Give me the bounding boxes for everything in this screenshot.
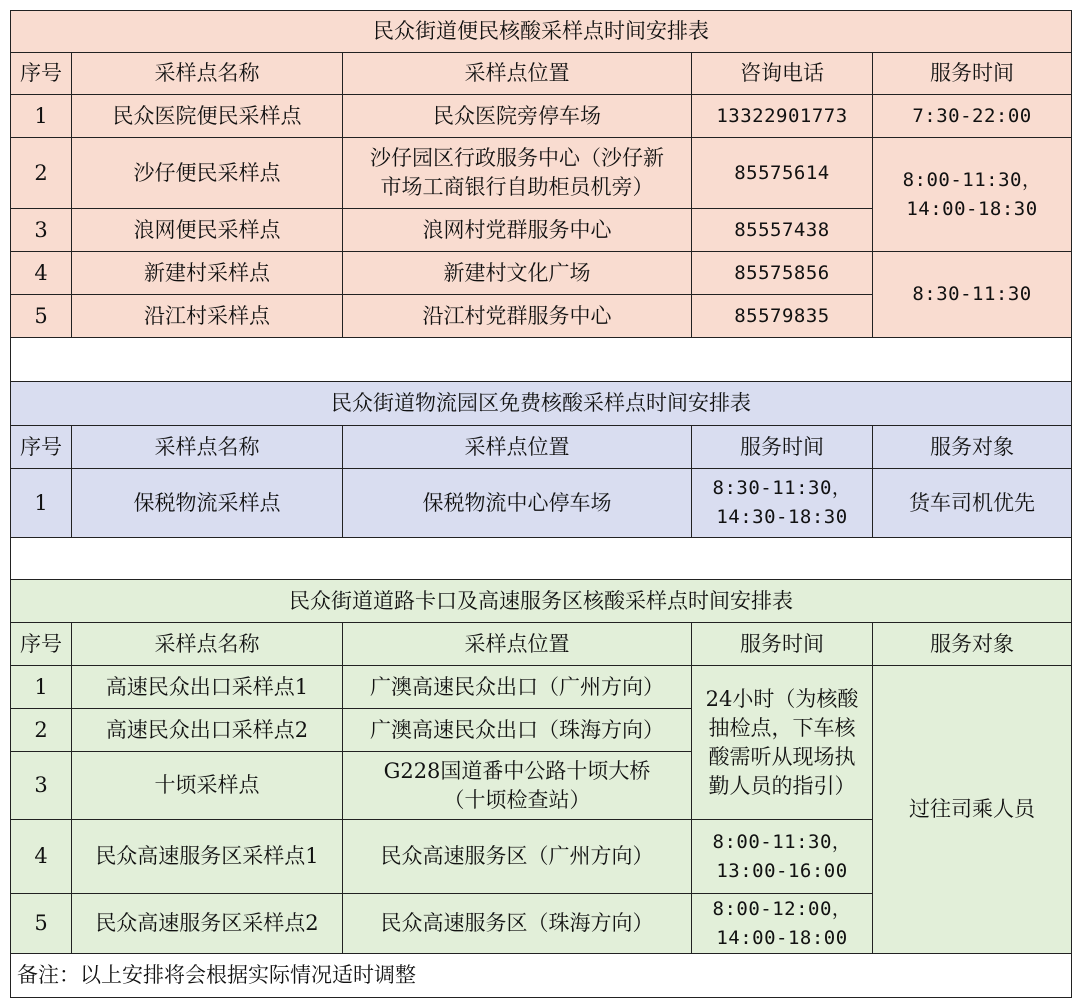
header-no: 序号	[11, 623, 72, 666]
table3-header-row	[11, 623, 1072, 666]
time-line: 14:30-18:30	[716, 506, 848, 528]
time-line: 酸需听从现场执	[708, 744, 856, 769]
row-no: 3	[11, 209, 72, 252]
row-location: 沿江村党群服务中心	[343, 295, 692, 338]
header-time: 服务时间	[692, 426, 873, 469]
table1-title-row	[11, 11, 1072, 53]
row-no: 4	[11, 820, 72, 894]
header-no: 序号	[11, 53, 72, 95]
row-target: 过往司乘人员	[873, 666, 1072, 954]
row-location	[343, 138, 692, 209]
table1-header-row	[11, 53, 1072, 95]
row-location: 浪网村党群服务中心	[343, 209, 692, 252]
header-target: 服务对象	[873, 623, 1072, 666]
header-time: 服务时间	[692, 623, 873, 666]
row-phone: 85575614	[692, 138, 873, 209]
spacer-row	[11, 338, 1072, 382]
time-line: 抽检点，下车核	[708, 715, 856, 740]
spacer	[11, 338, 1072, 382]
schedule-table	[10, 10, 1072, 998]
row-location: 广澳高速民众出口（广州方向）	[343, 666, 692, 709]
row-name: 民众高速服务区采样点1	[72, 820, 343, 894]
row-phone: 85557438	[692, 209, 873, 252]
row-location: 民众医院旁停车场	[343, 95, 692, 138]
row-time	[692, 894, 873, 954]
location-line: （十顷检查站）	[443, 787, 591, 812]
row-location: 新建村文化广场	[343, 252, 692, 295]
time-line: 13:00-16:00	[716, 859, 848, 882]
table1-title: 民众街道便民核酸采样点时间安排表	[11, 11, 1072, 53]
spacer	[11, 538, 1072, 580]
header-name: 采样点名称	[72, 426, 343, 469]
row-no: 1	[11, 666, 72, 709]
row-name: 浪网便民采样点	[72, 209, 343, 252]
table-row	[11, 138, 1072, 209]
table3-title: 民众街道道路卡口及高速服务区核酸采样点时间安排表	[11, 580, 1072, 623]
row-no: 2	[11, 709, 72, 752]
table-row	[11, 666, 1072, 709]
header-phone: 咨询电话	[692, 53, 873, 95]
row-no: 3	[11, 752, 72, 820]
row-time	[692, 666, 873, 820]
table-row	[11, 252, 1072, 295]
row-no: 1	[11, 95, 72, 138]
row-location: 民众高速服务区（珠海方向）	[343, 894, 692, 954]
row-name: 民众高速服务区采样点2	[72, 894, 343, 954]
row-name: 十顷采样点	[72, 752, 343, 820]
location-line: 市场工商银行自助柜员机旁）	[380, 175, 654, 199]
row-name: 沿江村采样点	[72, 295, 343, 338]
header-location: 采样点位置	[343, 53, 692, 95]
spacer-row	[11, 538, 1072, 580]
row-no: 1	[11, 469, 72, 538]
row-name: 高速民众出口采样点2	[72, 709, 343, 752]
row-time	[692, 469, 873, 538]
row-phone: 85575856	[692, 252, 873, 295]
row-no: 4	[11, 252, 72, 295]
time-line: 8:30-11:30，	[712, 477, 852, 499]
header-name: 采样点名称	[72, 623, 343, 666]
note-row	[11, 954, 1072, 998]
time-line: 8:00-11:30，	[712, 830, 852, 853]
row-time	[692, 820, 873, 894]
row-target: 货车司机优先	[873, 469, 1072, 538]
time-line: 24小时（为核酸	[705, 686, 859, 711]
header-target: 服务对象	[873, 426, 1072, 469]
table2-title: 民众街道物流园区免费核酸采样点时间安排表	[11, 382, 1072, 426]
row-location: 广澳高速民众出口（珠海方向）	[343, 709, 692, 752]
location-line: 沙仔园区行政服务中心（沙仔新	[370, 146, 664, 170]
table-row	[11, 95, 1072, 138]
row-no: 5	[11, 295, 72, 338]
header-time: 服务时间	[873, 53, 1072, 95]
row-phone: 85579835	[692, 295, 873, 338]
table-row	[11, 469, 1072, 538]
time-line: 14:00-18:00	[716, 926, 848, 949]
row-no: 2	[11, 138, 72, 209]
table2-title-row	[11, 382, 1072, 426]
location-line: G228国道番中公路十顷大桥	[383, 758, 651, 783]
row-name: 沙仔便民采样点	[72, 138, 343, 209]
row-name: 保税物流采样点	[72, 469, 343, 538]
time-line: 勤人员的指引）	[708, 773, 856, 798]
header-no: 序号	[11, 426, 72, 469]
row-location	[343, 752, 692, 820]
row-name: 高速民众出口采样点1	[72, 666, 343, 709]
header-name: 采样点名称	[72, 53, 343, 95]
table3-title-row	[11, 580, 1072, 623]
row-name: 民众医院便民采样点	[72, 95, 343, 138]
row-phone: 13322901773	[692, 95, 873, 138]
row-location: 民众高速服务区（广州方向）	[343, 820, 692, 894]
row-time	[873, 138, 1072, 252]
row-name: 新建村采样点	[72, 252, 343, 295]
row-time: 7:30-22:00	[873, 95, 1072, 138]
table2-header-row	[11, 426, 1072, 469]
row-time: 8:30-11:30	[873, 252, 1072, 338]
header-location: 采样点位置	[343, 426, 692, 469]
time-line: 8:00-12:00，	[712, 897, 852, 920]
footnote: 备注：以上安排将会根据实际情况适时调整	[11, 954, 1072, 998]
row-no: 5	[11, 894, 72, 954]
row-location: 保税物流中心停车场	[343, 469, 692, 538]
schedule-sheet	[10, 10, 1071, 997]
time-line: 14:00-18:30	[906, 197, 1038, 220]
header-location: 采样点位置	[343, 623, 692, 666]
time-line: 8:00-11:30，	[902, 168, 1042, 191]
